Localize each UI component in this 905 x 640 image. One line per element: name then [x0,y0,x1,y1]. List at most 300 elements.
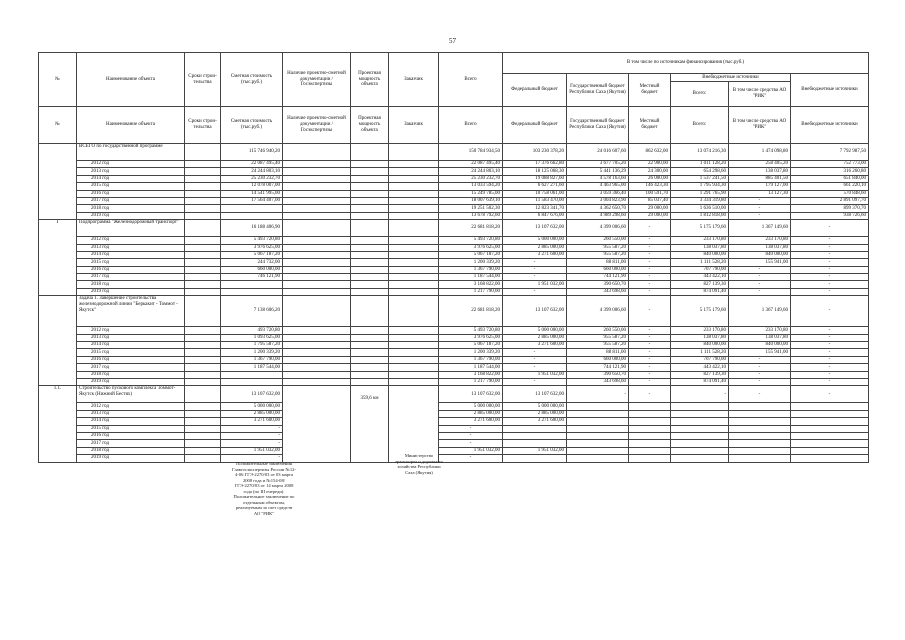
year-value [503,432,567,439]
year-value: - [729,274,791,281]
section-local: 862 632,00 [629,144,671,161]
year-value: 138 037,80 [671,334,729,341]
year-term [185,161,221,168]
year-docs [283,251,351,258]
year-value: 155 941,00 [729,259,791,266]
year-customer [389,378,439,385]
section-federal: 13 107 632,00 [503,220,567,237]
year-capacity [351,334,389,341]
year-label: 2015 год [77,349,185,356]
section-customer [389,296,439,327]
year-capacity [351,288,389,295]
year-cost: 1 367 790,00 [221,356,283,363]
year-cost: 1 200 339,20 [221,349,283,356]
year-value: 5 000 000,00 [503,237,567,244]
year-label: 2019 год [77,378,185,385]
section-total: 150 784 934,50 [439,144,503,161]
year-term [185,364,221,371]
year-capacity [351,266,389,273]
year-value: 707 790,00 [671,266,729,273]
year-value: 6 627 271,60 [503,183,567,190]
year-label: 2019 год [77,212,185,219]
year-customer [389,259,439,266]
year-row [39,183,869,190]
year-cost: 5 493 720,80 [221,237,283,244]
section-term [185,296,221,327]
year-value: 660 000,00 [567,266,629,273]
year-value: - [629,281,671,288]
year-term [185,205,221,212]
year-customer [389,371,439,378]
year-value: 1 200 339,20 [439,259,503,266]
year-value: - [729,281,791,288]
year-value: - [629,371,671,378]
year-cost: 746 121,90 [221,274,283,281]
section-federal: 13 107 632,00 [503,386,567,403]
year-capacity [351,175,389,182]
year-value [791,432,869,439]
header-cost: Сметная стоимость (тыс.руб.) [221,53,283,107]
year-value: 1 011 128,20 [671,161,729,168]
section-cost: 115 746 940,20 [221,144,283,161]
year-value [791,447,869,454]
year-customer [389,364,439,371]
year-term [185,327,221,334]
year-row [39,334,869,341]
year-row [39,440,869,447]
year-value: 10 758 061,00 [503,190,567,197]
year-cost: 24 244 803,10 [221,168,283,175]
year-label: 2015 год [77,425,185,432]
year-customer [389,334,439,341]
year-value: - [729,288,791,295]
year-docs [283,161,351,168]
year-value: 827 139,30 [671,281,729,288]
section-republic: 24 016 607,60 [567,144,629,161]
year-label: 2017 год [77,364,185,371]
header-extra-other: Внебюджетные источники [791,74,869,107]
year-value: 18 007 639,10 [439,197,503,204]
year-value: - [729,371,791,378]
year-value: - [503,266,567,273]
year-cost: - [221,440,283,447]
year-cost: 2 885 000,00 [221,410,283,417]
section-extra-total: 5 175 179,60 [671,220,729,237]
section-name: Подпрограмма "Железнодорожный транспорт" [77,220,185,237]
year-capacity [351,183,389,190]
year-value [629,447,671,454]
page-number: 57 [449,37,456,45]
year-value: - [791,334,869,341]
year-value: 2 891 097,70 [791,197,869,204]
header-term: Сроки строи-тельства [185,107,221,144]
year-customer [389,327,439,334]
year-label: 2018 год [77,205,185,212]
year-value: 13 127,30 [729,190,791,197]
year-value: - [503,349,567,356]
year-label: 2018 год [77,281,185,288]
year-value: 24 300,00 [629,168,671,175]
year-value: 3 976 625,00 [439,334,503,341]
year-value: 840 000,00 [671,342,729,349]
section-cost: 16 188 406,90 [221,220,283,237]
header-extra-total: Всего: [671,107,729,144]
year-value: 29 000,00 [629,212,671,219]
year-value: 840 000,00 [729,342,791,349]
year-term [185,334,221,341]
year-value: 29 000,00 [629,205,671,212]
year-value: - [629,334,671,341]
year-term [185,410,221,417]
year-label: 2014 год [77,418,185,425]
year-cost: 14 541 995,00 [221,190,283,197]
year-value: 874 091,40 [671,288,729,295]
year-cost: 244 732,00 [221,259,283,266]
year-cost [221,205,283,212]
year-value: 260 550,00 [567,327,629,334]
year-value: 18 125 068,30 [503,168,567,175]
year-docs [283,349,351,356]
header-extra-other: Внебюджетные источники [791,107,869,144]
year-docs [283,212,351,219]
year-customer [389,288,439,295]
year-value: 651 840,00 [791,175,869,182]
year-value: 5 493 720,80 [439,237,503,244]
year-value: 840 000,00 [729,251,791,258]
year-docs [283,259,351,266]
year-value: - [629,259,671,266]
year-docs [283,244,351,251]
header-federal: Федеральный бюджет [503,74,567,107]
year-row [39,281,869,288]
year-capacity [351,212,389,219]
section-docs [283,296,351,327]
year-value: 1 187 544,00 [439,274,503,281]
year-value: 1 367 790,00 [439,266,503,273]
header-sources: В том числе по источникам финансирования (тыс.руб.) [503,53,869,74]
year-value: 12 823 341,70 [503,205,567,212]
year-cost: 17 564 407,00 [221,197,283,204]
year-cost [221,378,283,385]
year-value: 1 217 790,00 [439,378,503,385]
year-row [39,175,869,182]
year-label: 2013 год [77,334,185,341]
year-value: 19 251 502,30 [439,205,503,212]
year-value: 744 121,90 [567,364,629,371]
header-extra-rzd: В том числе средства АО "РИК" [729,107,791,144]
year-value: 827 139,30 [671,371,729,378]
year-label: 2018 год [77,447,185,454]
year-value: 1 951 032,00 [503,281,567,288]
year-customer [389,175,439,182]
year-value: 316 260,80 [791,168,869,175]
year-cost: - [221,432,283,439]
year-row [39,244,869,251]
year-capacity [351,168,389,175]
year-value: 1 217 790,00 [439,288,503,295]
year-value: 390 650,70 [567,281,629,288]
year-term [185,190,221,197]
year-cost [221,281,283,288]
header-extra-total: Всего: [671,82,729,107]
year-value: - [629,288,671,295]
year-value: 3 677 705,20 [567,161,629,168]
year-value: 1 636 510,00 [671,205,729,212]
year-docs [283,168,351,175]
year-value: 1 951 032,00 [439,447,503,454]
year-value: - [439,425,503,432]
year-customer [389,281,439,288]
year-value [791,403,869,410]
year-capacity [351,342,389,349]
year-term [185,371,221,378]
year-value: - [729,378,791,385]
year-value: 155 941,00 [729,349,791,356]
year-value: 3 976 625,00 [439,244,503,251]
section-docs [283,220,351,237]
year-value: - [791,274,869,281]
year-label: 2012 год [77,237,185,244]
year-term [185,432,221,439]
year-row [39,371,869,378]
year-term [185,168,221,175]
section-num: I [39,220,77,296]
financing-table [38,52,869,463]
year-row [39,288,869,295]
year-value: - [729,212,791,219]
year-row [39,410,869,417]
year-value: 3 271 600,00 [503,342,567,349]
year-value [629,425,671,432]
year-value: 443 422,10 [671,274,729,281]
year-capacity [351,281,389,288]
section-republic: 4 399 006,60 [567,296,629,327]
year-row [39,237,869,244]
year-row [39,403,869,410]
year-value: 3 334 319,80 [671,197,729,204]
year-value: 1 291 765,90 [671,190,729,197]
year-customer [389,349,439,356]
year-value: 955 587,20 [567,334,629,341]
year-value: 233 170,80 [671,327,729,334]
header-customer: Заказчик [389,107,439,144]
header-extra: Внебюджетные источники [671,74,791,82]
year-row [39,364,869,371]
year-row [39,251,869,258]
year-value [567,410,629,417]
year-value: 258 405,20 [729,161,791,168]
year-value: - [629,244,671,251]
year-value: 343 698,60 [567,378,629,385]
year-docs [283,288,351,295]
year-value [729,410,791,417]
year-value: 85 037,40 [629,197,671,204]
year-value: - [729,364,791,371]
section-term [185,144,221,161]
year-value: - [629,251,671,258]
year-value: 5 000 000,00 [503,403,567,410]
year-term [185,418,221,425]
section-name: ВСЕГО по государственной программе [77,144,185,161]
year-customer [389,168,439,175]
year-label: 2012 год [77,327,185,334]
year-label: 2013 год [77,244,185,251]
year-value: 874 091,40 [671,378,729,385]
year-value: 3 271 600,00 [503,418,567,425]
year-value [567,432,629,439]
year-value: 3 271 600,00 [503,251,567,258]
year-docs [283,356,351,363]
year-capacity [351,356,389,363]
year-value: - [439,455,503,462]
year-customer [389,244,439,251]
header-customer: Заказчик [389,53,439,107]
year-capacity [351,327,389,334]
year-label: 2016 год [77,190,185,197]
year-label: 2019 год [77,288,185,295]
section-republic: 4 399 006,60 [567,220,629,237]
header-republic: Государственный бюджет Республики Саха (Якутия) [567,74,629,107]
year-value: - [729,197,791,204]
year-value: 390 650,70 [567,371,629,378]
year-value: 88 811,00 [567,349,629,356]
customer-note: Министерство транспорта и дорожного хозяйства Республики Саха (Якутия) [395,453,443,475]
year-docs [283,266,351,273]
year-row [39,274,869,281]
year-label: 2013 год [77,410,185,417]
year-value: 22 900,00 [629,161,671,168]
year-value: 1 111 528,20 [671,259,729,266]
year-value: - [503,259,567,266]
year-customer [389,205,439,212]
year-value [629,403,671,410]
year-value: - [629,378,671,385]
year-capacity [351,371,389,378]
year-value [671,410,729,417]
year-label: 2012 год [77,403,185,410]
year-term [185,251,221,258]
year-term [185,212,221,219]
year-value: 138 037,80 [729,168,791,175]
year-value [671,418,729,425]
year-value [503,455,567,462]
year-value: 1 812 818,00 [671,212,729,219]
year-value [629,455,671,462]
year-cost: 1 951 032,00 [221,447,283,454]
year-value [567,403,629,410]
year-value: 26 000,00 [629,175,671,182]
section-extra-other: 7 792 987,50 [791,144,869,161]
section-capacity: 359,6 км [351,386,389,462]
year-term [185,175,221,182]
year-cost: 5 000 000,00 [221,403,283,410]
year-value [671,440,729,447]
year-value: 3 059 366,40 [567,190,629,197]
year-capacity [351,349,389,356]
year-value [629,432,671,439]
year-value: - [791,237,869,244]
year-label: 2015 год [77,183,185,190]
year-value: 1 187 544,00 [439,364,503,371]
year-cost: 1 795 587,20 [221,342,283,349]
year-value [567,440,629,447]
section-total: 22 681 818,20 [439,296,503,327]
year-value: 138 037,80 [729,244,791,251]
year-value [791,455,869,462]
year-value: 1 951 032,00 [503,447,567,454]
year-label: 2014 год [77,342,185,349]
year-customer [389,190,439,197]
section-extra-total: - [671,386,729,403]
year-value: - [629,342,671,349]
year-value [671,403,729,410]
year-value: 1 537 241,50 [671,175,729,182]
year-cost: 3 976 625,00 [221,244,283,251]
section-extra-other: - [791,296,869,327]
year-row [39,418,869,425]
year-term [185,237,221,244]
year-value: 938 726,60 [791,212,869,219]
section-extra-other: - [791,386,869,403]
year-value: 899 370,70 [791,205,869,212]
section-extra-total: 5 175 179,60 [671,296,729,327]
year-value: 3 168 822,00 [439,371,503,378]
year-value: - [629,274,671,281]
year-cost [221,371,283,378]
year-value [503,425,567,432]
year-value: - [791,349,869,356]
year-docs [283,190,351,197]
year-value: 2 885 000,00 [503,244,567,251]
year-value: - [629,349,671,356]
year-value: 343 698,60 [567,288,629,295]
year-term [185,281,221,288]
year-docs [283,327,351,334]
header-name: Наименование объекта [77,107,185,144]
year-value: 955 587,20 [567,342,629,349]
year-customer [389,356,439,363]
year-value: - [629,364,671,371]
section-num: 1.1. [39,386,77,462]
year-cost: 12 078 007,00 [221,183,283,190]
header-total: Всего [439,107,503,144]
year-docs [283,197,351,204]
year-cost: 3 271 600,00 [221,418,283,425]
year-label: 2017 год [77,440,185,447]
year-cost [221,288,283,295]
year-docs [283,237,351,244]
year-value: 13 678 792,60 [439,212,503,219]
section-cost: 13 107 632,00 [221,386,283,403]
year-value: 138 037,80 [729,334,791,341]
year-value: - [439,440,503,447]
year-value [629,410,671,417]
year-docs [283,334,351,341]
section-customer [389,220,439,237]
year-cost: - [221,425,283,432]
year-label: 2016 год [77,356,185,363]
year-value: 2 885 000,00 [503,410,567,417]
year-value: 179 127,00 [729,183,791,190]
year-value: - [791,356,869,363]
year-cost: 1 187 544,00 [221,364,283,371]
year-label: 2018 год [77,371,185,378]
year-capacity [351,364,389,371]
year-cost: 660 000,00 [221,266,283,273]
year-label: 2016 год [77,266,185,273]
year-value [791,440,869,447]
year-term [185,244,221,251]
